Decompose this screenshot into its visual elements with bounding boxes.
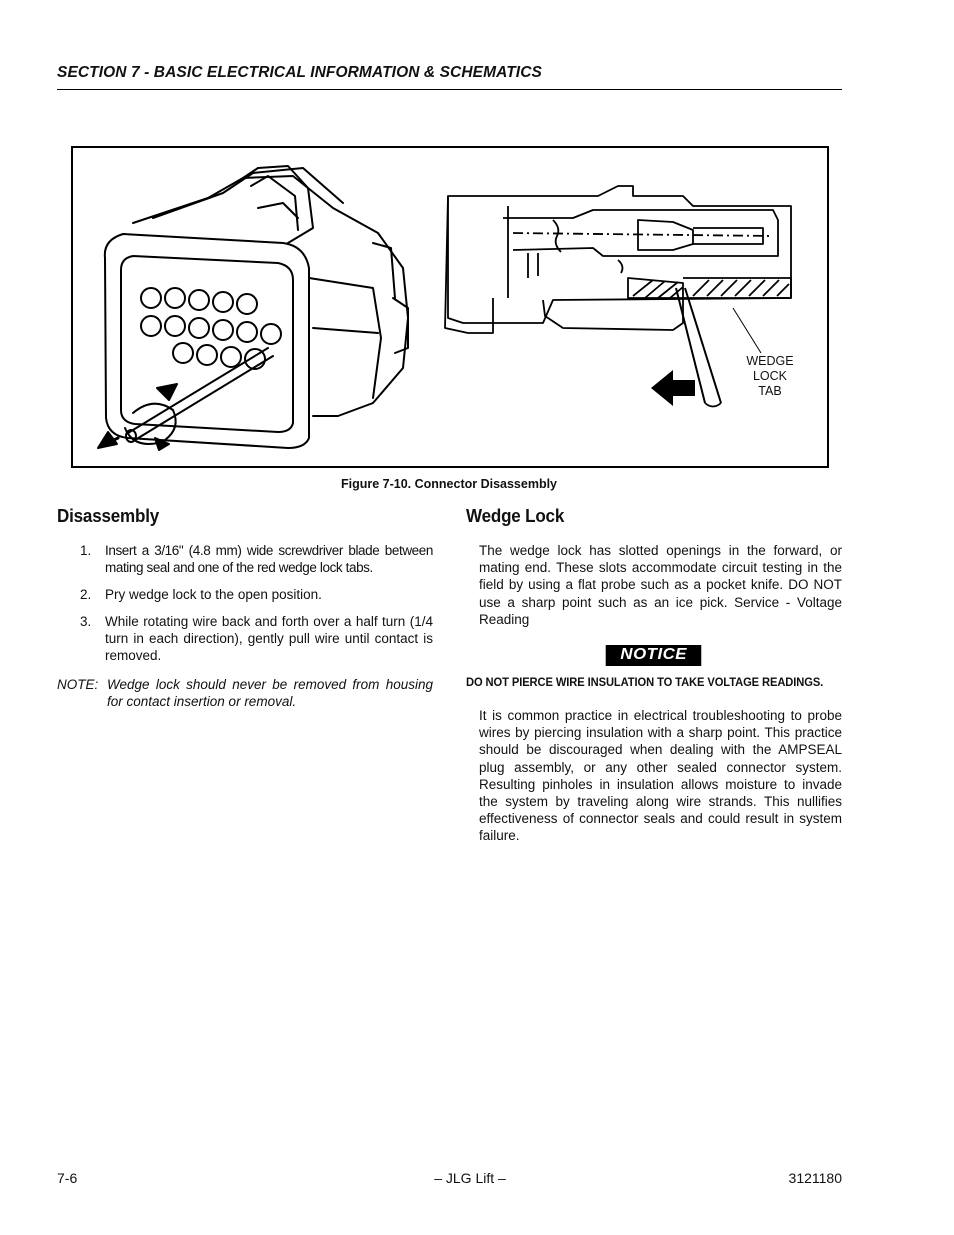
disassembly-heading: Disassembly (57, 505, 160, 526)
push-direction-arrow (651, 370, 695, 406)
disassembly-steps (57, 542, 433, 664)
list-item: 1. Insert a 3/16" (4.8 mm) wide screwdriver blade between mating seal and one of the red wedge lock tabs. (80, 543, 433, 575)
troubleshooting-paragraph: It is common practice in electrical troubleshooting to probe wires by piercing insulation with a sharp point. This practice should be discouraged when dealing with the AMPSEAL plug assembly, or any other sealed connector system. Resulting pinholes in insulation allows moisture to invade the system by traveling along wire strands. This nullifies effectiveness of connector seals and could result in system failure. (479, 708, 842, 844)
disassembly-section (57, 505, 433, 710)
notice-block (466, 645, 842, 666)
connector-disassembly-figure (71, 146, 829, 468)
wedge-lock-paragraph: The wedge lock has slotted openings in the forward, or mating end. These slots accommodate circuit testing in the field by using a flat probe such as a pocket knife. DO NOT use a sharp point such as an ice pick. Service - Voltage Reading (479, 543, 842, 627)
figure-caption: Figure 7-10. Connector Disassembly (340, 477, 558, 491)
wedge-lock-section (466, 505, 842, 845)
connector-housing-drawing (98, 166, 408, 450)
wedge-lock-heading: Wedge Lock (466, 505, 565, 526)
footer-brand: – JLG Lift – (434, 1170, 506, 1186)
connector-illustration (73, 148, 827, 466)
note-label: NOTE: (57, 677, 99, 692)
wedge-lock-tab-label: WEDGE LOCK TAB (746, 354, 794, 398)
header-divider (57, 89, 842, 90)
notice-badge: NOTICE (606, 645, 702, 666)
list-item: 2. Pry wedge lock to the open position. (80, 587, 322, 602)
document-number: 3121180 (788, 1170, 842, 1186)
page-number: 7-6 (57, 1170, 78, 1186)
note-text: Wedge lock should never be removed from housing for contact insertion or removal. (107, 677, 433, 709)
list-item: 3. While rotating wire back and forth over a half turn (1/4 turn in each direction), gently pull wire until contact is removed. (80, 614, 433, 663)
note (57, 676, 433, 710)
section-header: SECTION 7 - BASIC ELECTRICAL INFORMATION & SCHEMATICS (57, 64, 542, 81)
notice-text: DO NOT PIERCE WIRE INSULATION TO TAKE VOLTAGE READINGS. (466, 675, 824, 690)
